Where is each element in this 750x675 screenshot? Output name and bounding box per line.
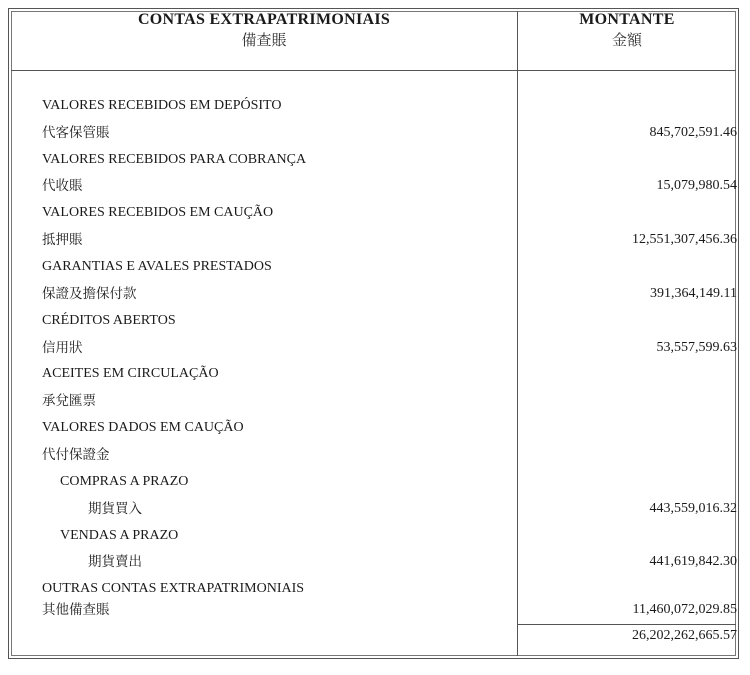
account-label-zh: 代客保管賬 <box>42 125 110 141</box>
account-label-zh: 抵押賬 <box>42 232 83 248</box>
account-label-pt: COMPRAS A PRAZO <box>60 474 189 489</box>
account-label-pt: OUTRAS CONTAS EXTRAPATRIMONIAIS <box>42 581 305 596</box>
account-amount: 845,702,591.46 <box>649 125 737 140</box>
header-amount-subtitle: 金額 <box>611 31 642 49</box>
account-amount: 391,364,149.11 <box>650 286 737 301</box>
account-label-pt: GARANTIAS E AVALES PRESTADOS <box>42 259 272 274</box>
account-label-zh: 其他備查賬 <box>42 602 110 618</box>
account-label-zh: 期貨賣出 <box>88 554 142 570</box>
header-amount <box>518 10 736 50</box>
account-label-zh: 期貨買入 <box>88 501 142 517</box>
account-amount: 441,619,842.30 <box>649 554 737 569</box>
account-amount: 11,460,072,029.85 <box>632 602 737 617</box>
account-label-zh: 保證及擔保付款 <box>42 286 137 302</box>
account-label-zh: 代付保證金 <box>42 447 110 463</box>
column-divider <box>517 11 518 656</box>
account-label-pt: VALORES RECEBIDOS EM DEPÓSITO <box>42 98 282 113</box>
header-accounts-title: CONTAS EXTRAPATRIMONIAIS <box>137 11 391 28</box>
header-amount-title: MONTANTE <box>579 11 675 28</box>
total-amount: 26,202,262,665.57 <box>632 628 737 643</box>
header-accounts-subtitle: 備查賬 <box>241 31 287 49</box>
header-accounts <box>11 10 517 50</box>
account-amount: 53,557,599.63 <box>656 340 737 355</box>
total-rule <box>518 624 736 625</box>
account-label-pt: VALORES RECEBIDOS EM CAUÇÃO <box>42 205 274 220</box>
account-amount: 12,551,307,456.36 <box>632 232 737 247</box>
account-label-pt: VENDAS A PRAZO <box>60 528 179 543</box>
account-amount: 443,559,016.32 <box>649 501 737 516</box>
account-label-zh: 代收賬 <box>42 178 83 194</box>
account-label-pt: ACEITES EM CIRCULAÇÃO <box>42 366 219 381</box>
account-label-pt: VALORES RECEBIDOS PARA COBRANÇA <box>42 152 307 167</box>
account-label-pt: VALORES DADOS EM CAUÇÃO <box>42 420 244 435</box>
account-amount: 15,079,980.54 <box>656 178 737 193</box>
account-label-pt: CRÉDITOS ABERTOS <box>42 313 176 328</box>
account-label-zh: 承兌匯票 <box>42 393 96 409</box>
account-label-zh: 信用狀 <box>42 340 83 356</box>
